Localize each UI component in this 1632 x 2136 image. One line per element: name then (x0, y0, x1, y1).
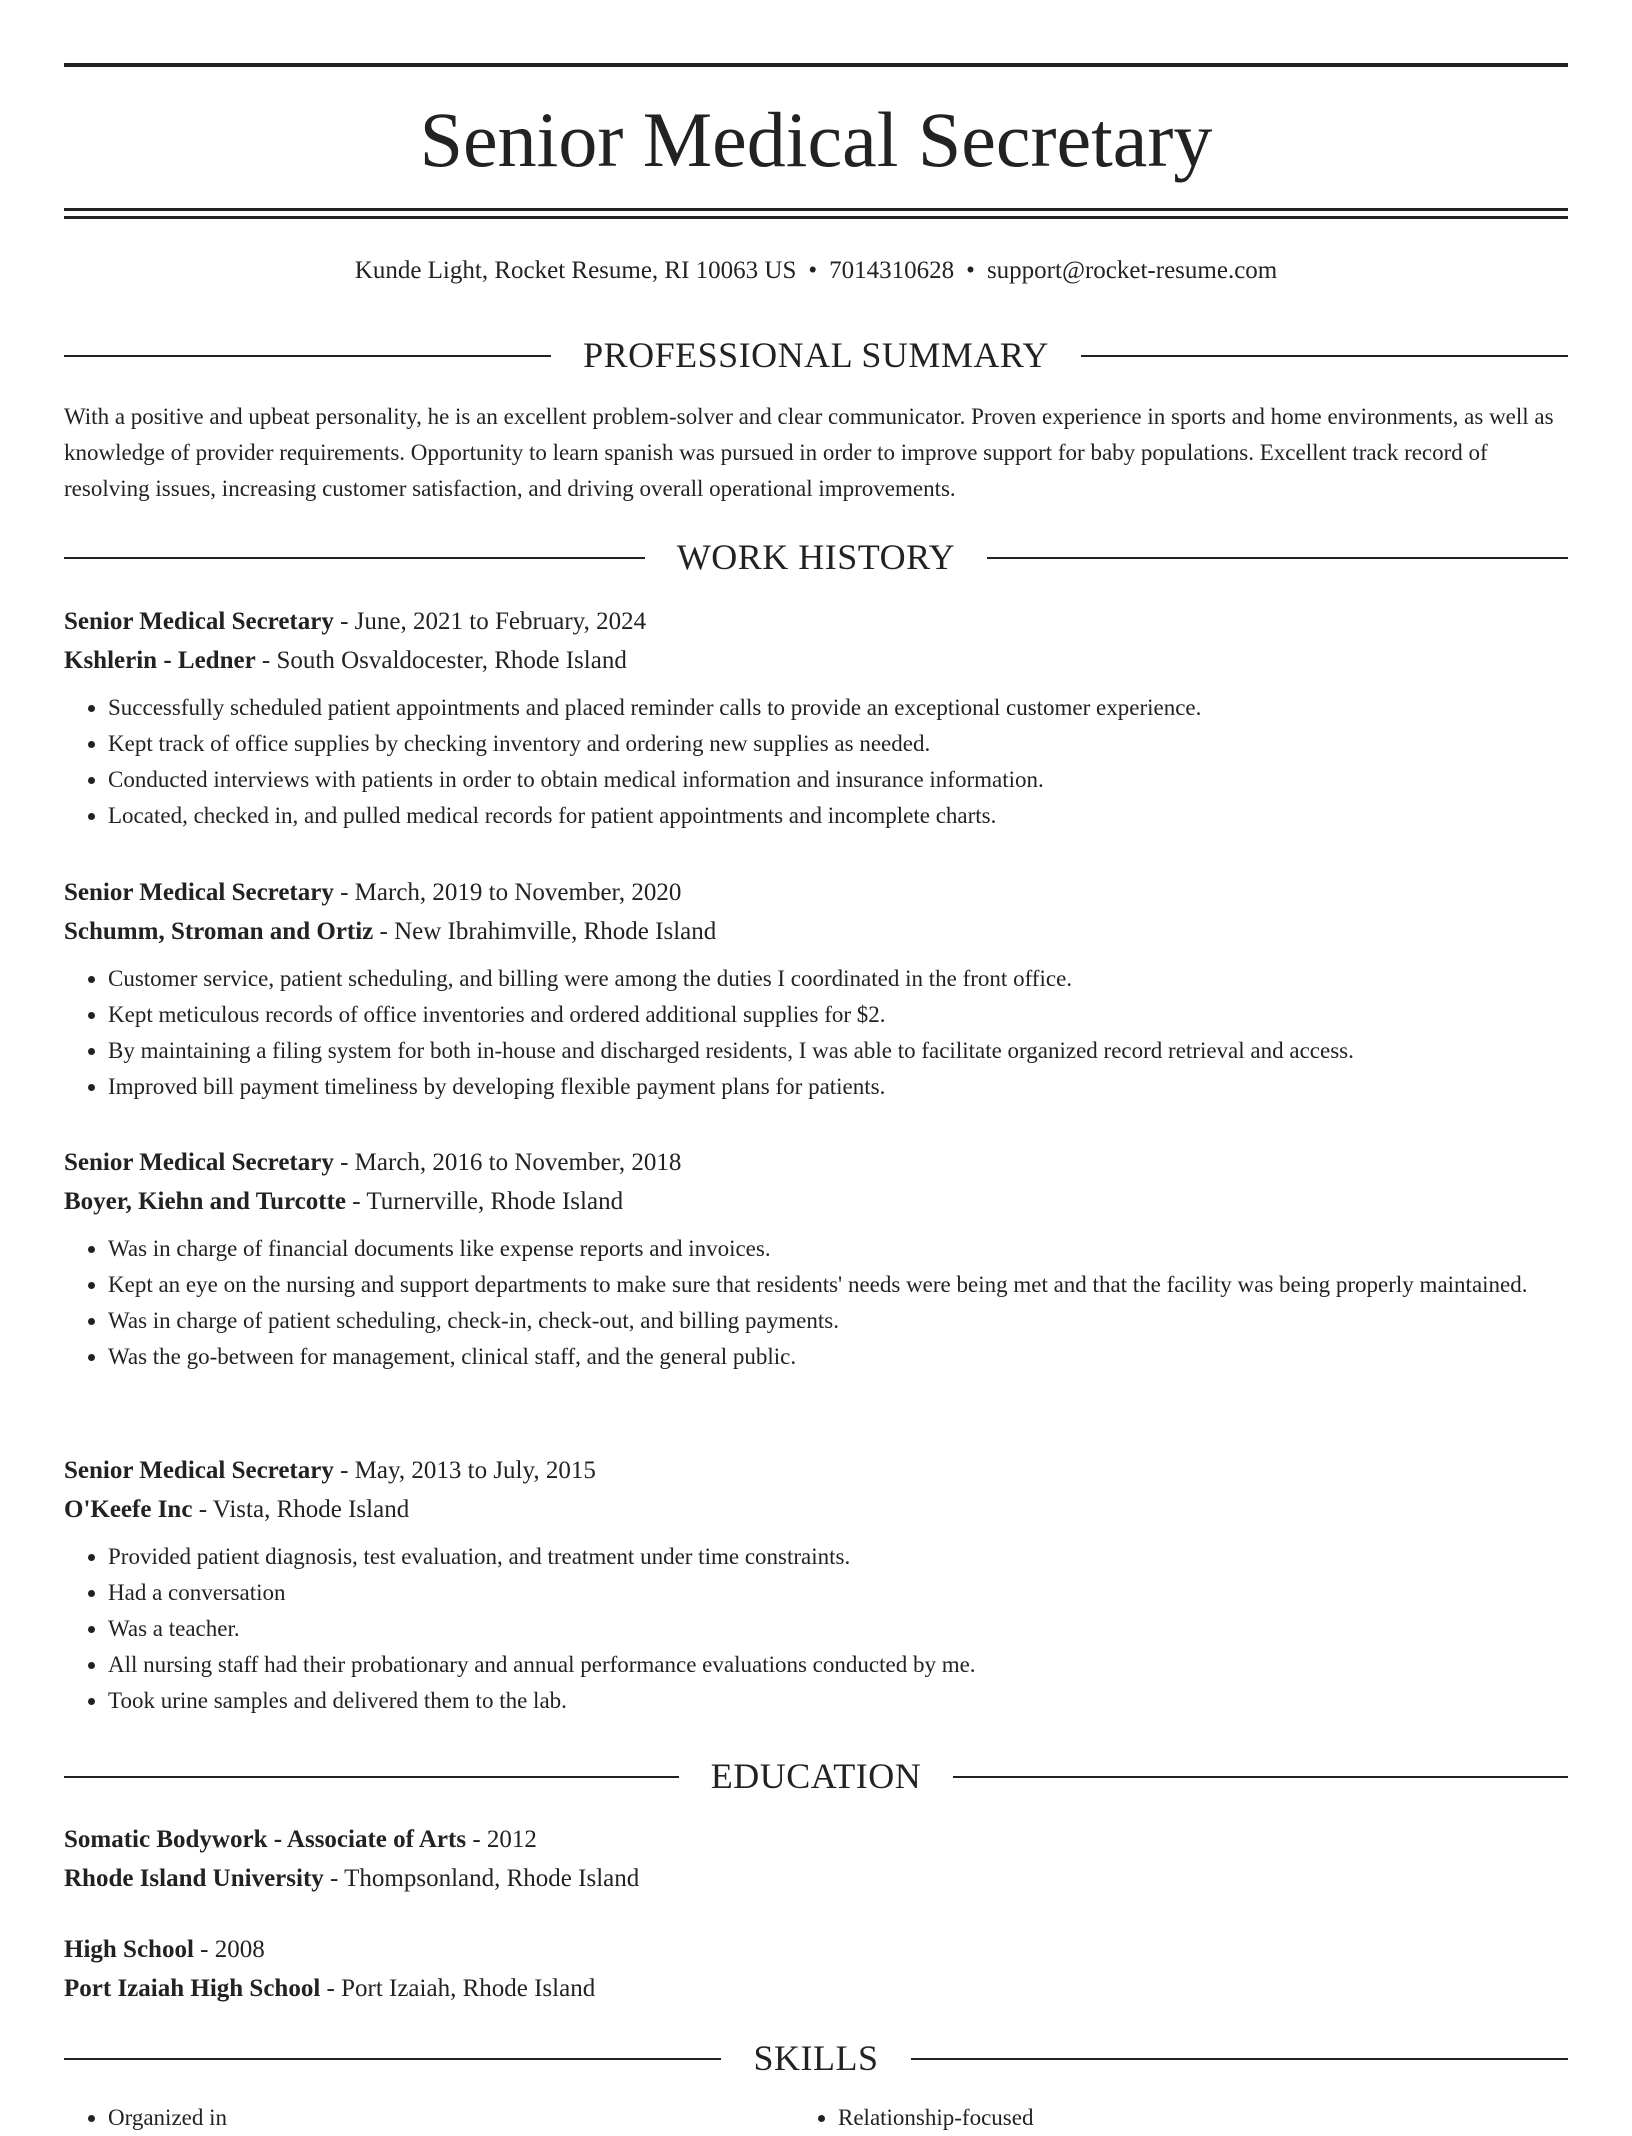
job-location: - South Osvaldocester, Rhode Island (255, 647, 627, 674)
section-title-work: WORK HISTORY (645, 537, 987, 577)
job-bullet: • Had a conversation (108, 1575, 1568, 1611)
education-year: - 2008 (193, 1936, 265, 1963)
education-year: - 2012 (466, 1826, 537, 1853)
skill-item: • Relationship-focused (838, 2100, 1568, 2136)
job-company: Boyer, Kiehn and Turcotte (64, 1188, 346, 1215)
section-header-work (64, 537, 1568, 577)
job-bullet: • Took urine samples and delivered them to the lab. (108, 1683, 1568, 1719)
job-bullet: • Was in charge of financial documents like expense reports and invoices. (108, 1231, 1568, 1267)
job-bullet: • Located, checked in, and pulled medical records for patient appointments and incomplete charts. (108, 798, 1568, 834)
job-location: - New Ibrahimville, Rhode Island (373, 918, 717, 945)
work-entry (64, 602, 1568, 834)
job-bullets (64, 961, 1568, 1105)
contact-phone: 7014310628 (829, 257, 955, 284)
education-location: - Thompsonland, Rhode Island (323, 1865, 640, 1892)
contact-address: Kunde Light, Rocket Resume, RI 10063 US (354, 257, 797, 284)
section-header-skills (64, 2038, 1568, 2078)
contact-email: support@rocket-resume.com (986, 257, 1278, 284)
job-bullet: • Was a teacher. (108, 1611, 1568, 1647)
work-entry (64, 873, 1568, 1105)
education-degree: Somatic Bodywork - Associate of Arts (64, 1826, 467, 1853)
page-title: Senior Medical Secretary (419, 96, 1213, 183)
job-bullet: • Successfully scheduled patient appointments and placed reminder calls to provide an exceptional customer experience. (108, 690, 1568, 726)
job-dates: - March, 2016 to November, 2018 (333, 1149, 682, 1176)
job-bullet: • Provided patient diagnosis, test evaluation, and treatment under time constraints. (108, 1539, 1568, 1575)
contact-line (64, 255, 1568, 287)
education-school: Rhode Island University (64, 1865, 324, 1892)
job-dates: - May, 2013 to July, 2015 (333, 1457, 596, 1484)
header-bottom-rule (64, 208, 1568, 211)
job-bullet: • Conducted interviews with patients in order to obtain medical information and insurance information. (108, 762, 1568, 798)
section-header-summary (64, 335, 1568, 375)
section-header-education (64, 1756, 1568, 1796)
job-bullets (64, 1231, 1568, 1375)
job-dates: - June, 2021 to February, 2024 (333, 608, 647, 635)
work-entry (64, 1451, 1568, 1719)
job-company: Schumm, Stroman and Ortiz (64, 918, 374, 945)
section-title-education: EDUCATION (679, 1756, 953, 1796)
education-entry (64, 1820, 1568, 1898)
job-role: Senior Medical Secretary (64, 879, 334, 906)
job-dates: - March, 2019 to November, 2020 (333, 879, 682, 906)
work-entry (64, 1143, 1568, 1375)
job-bullets (64, 690, 1568, 834)
job-bullet: • Improved bill payment timeliness by developing flexible payment plans for patients. (108, 1069, 1568, 1105)
job-bullet: • Was in charge of patient scheduling, check-in, check-out, and billing payments. (108, 1303, 1568, 1339)
job-company: O'Keefe Inc (64, 1496, 193, 1523)
education-entry (64, 1930, 1568, 2008)
job-bullet: • Kept an eye on the nursing and support departments to make sure that residents' needs were being met and that the facility was being properly maintained. (108, 1267, 1568, 1303)
summary-text: With a positive and upbeat personality, he is an excellent problem-solver and clear communicator. Proven experience in sports and home environments, as well as knowledge of provider requirements. Opportunity to learn spanish was pursued in order to improve support for baby populations. Excellent track record of resolving issues, increasing customer satisfaction, and driving overall operational improvements. (64, 404, 1554, 501)
job-bullets (64, 1539, 1568, 1719)
skills-list (64, 2100, 1568, 2136)
job-location: - Turnerville, Rhode Island (346, 1188, 624, 1215)
job-location: - Vista, Rhode Island (192, 1496, 410, 1523)
job-bullet: • Customer service, patient scheduling, and billing were among the duties I coordinated in the front office. (108, 961, 1568, 997)
job-bullet: • Kept track of office supplies by checking inventory and ordering new supplies as needed. (108, 726, 1568, 762)
contact-separator: • (966, 257, 975, 284)
section-title-summary: PROFESSIONAL SUMMARY (551, 335, 1081, 375)
header-bottom-rule-inner (64, 216, 1568, 219)
education-school: Port Izaiah High School (64, 1975, 321, 2002)
job-role: Senior Medical Secretary (64, 1149, 334, 1176)
job-company: Kshlerin - Ledner (64, 647, 256, 674)
education-location: - Port Izaiah, Rhode Island (320, 1975, 596, 2002)
skill-item: • Organized in (108, 2100, 838, 2136)
job-bullet: • Kept meticulous records of office inventories and ordered additional supplies for $2. (108, 997, 1568, 1033)
education-degree: High School (64, 1936, 194, 1963)
job-bullet: • All nursing staff had their probationary and annual performance evaluations conducted by me. (108, 1647, 1568, 1683)
contact-separator: • (808, 257, 818, 284)
header-top-rule (64, 63, 1568, 67)
job-bullet: • By maintaining a filing system for both in-house and discharged residents, I was able to facilitate organized record retrieval and access. (108, 1033, 1568, 1069)
job-role: Senior Medical Secretary (64, 1457, 334, 1484)
job-bullet: • Was the go-between for management, clinical staff, and the general public. (108, 1339, 1568, 1375)
job-role: Senior Medical Secretary (64, 608, 334, 635)
section-title-skills: SKILLS (721, 2038, 910, 2078)
